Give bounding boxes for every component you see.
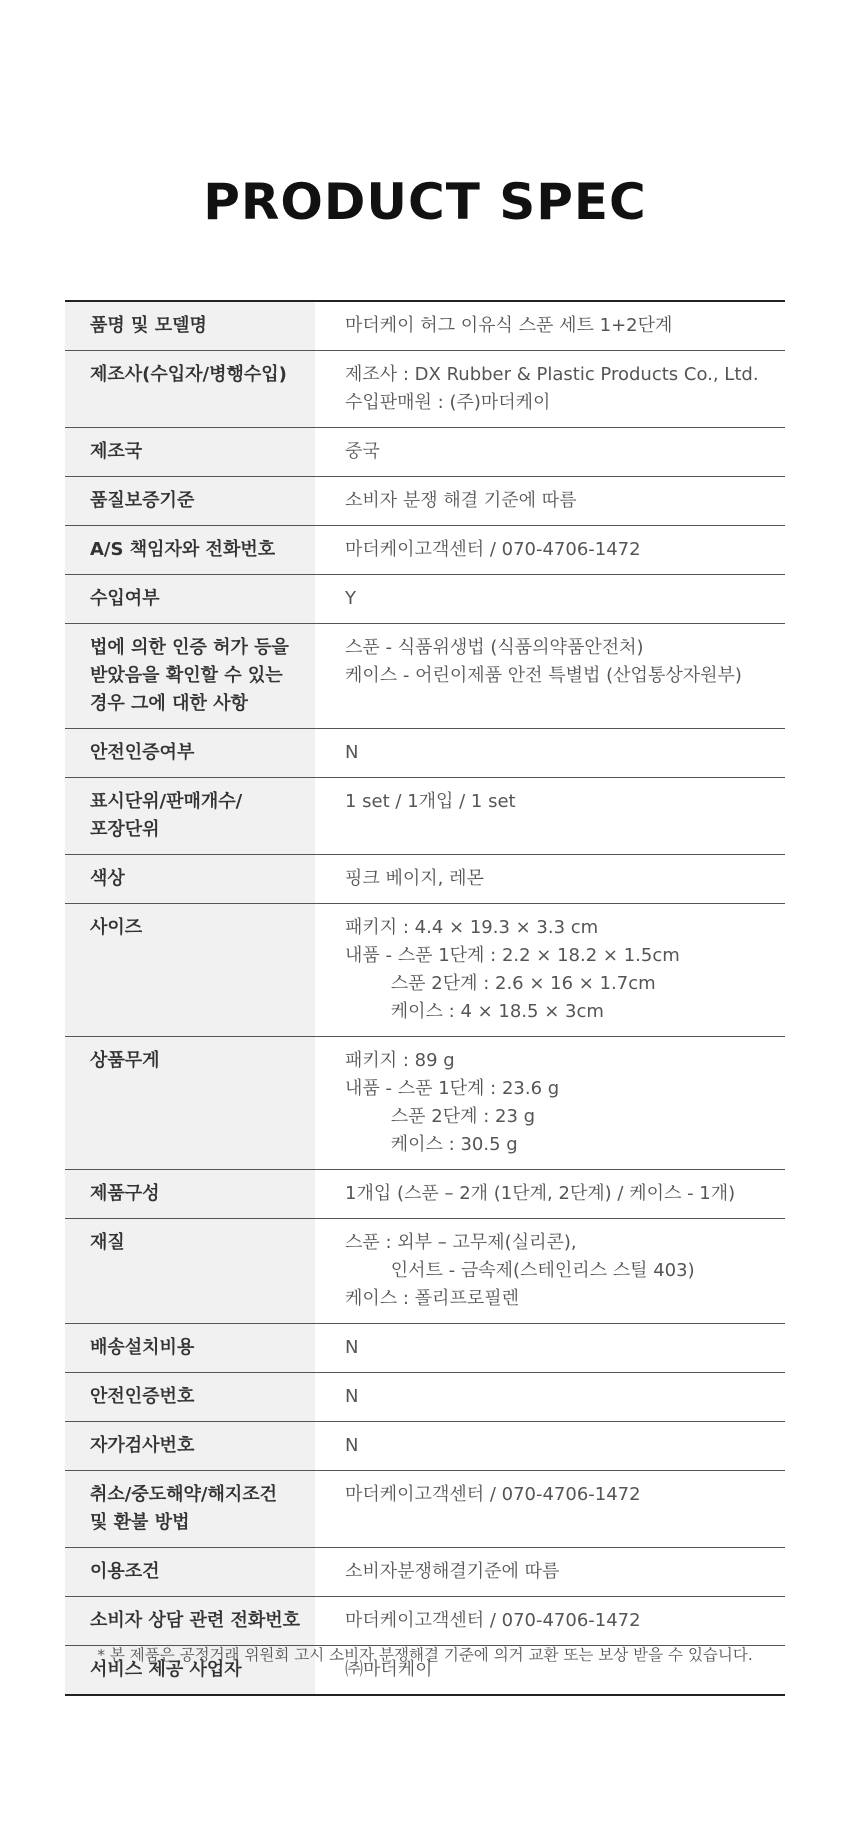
spec-value-line: 소비자분쟁해결기준에 따름 (345, 1561, 560, 1582)
spec-value-line: 인서트 - 금속제(스테인리스 스틸 403) (345, 1260, 695, 1281)
spec-value-line: 마더케이고객센터 / 070-4706-1472 (345, 1484, 641, 1505)
spec-value (315, 1597, 785, 1645)
spec-row (65, 729, 785, 778)
footnote: * 본 제품은 공정거래 위원회 고시 소비자 분쟁해결 기준에 의거 교환 또는 보상 받을 수 있습니다. (97, 1646, 753, 1664)
spec-row (65, 624, 785, 729)
spec-label: 사이즈 (65, 904, 315, 1036)
spec-row (65, 855, 785, 904)
spec-label: 배송설치비용 (65, 1324, 315, 1372)
spec-value-line: 내품 - 스푼 1단계 : 2.2 × 18.2 × 1.5cm (345, 945, 680, 966)
spec-value (315, 428, 785, 476)
spec-label: 품명 및 모델명 (65, 302, 315, 350)
spec-value (315, 778, 785, 854)
spec-value-line: 마더케이고객센터 / 070-4706-1472 (345, 1610, 641, 1631)
spec-label: 자가검사번호 (65, 1422, 315, 1470)
spec-value (315, 624, 785, 728)
spec-value-line: 핑크 베이지, 레몬 (345, 868, 484, 889)
spec-value-line: 마더케이고객센터 / 070-4706-1472 (345, 539, 641, 560)
spec-value (315, 1422, 785, 1470)
spec-value-line: 수입판매원 : (주)마더케이 (345, 392, 551, 413)
spec-value (315, 351, 785, 427)
spec-value (315, 1324, 785, 1372)
spec-value (315, 1219, 785, 1323)
spec-value (315, 575, 785, 623)
spec-row (65, 1373, 785, 1422)
spec-value-line: 1개입 (스푼 – 2개 (1단계, 2단계) / 케이스 - 1개) (345, 1183, 736, 1204)
spec-row (65, 778, 785, 855)
spec-label: 색상 (65, 855, 315, 903)
spec-value-line: 케이스 : 4 × 18.5 × 3cm (345, 1001, 604, 1022)
spec-row (65, 1471, 785, 1548)
spec-value-line: N (345, 742, 359, 763)
spec-row (65, 526, 785, 575)
page-title: PRODUCT SPEC (203, 173, 647, 231)
spec-label: 제품구성 (65, 1170, 315, 1218)
spec-value-line: 1 set / 1개입 / 1 set (345, 791, 516, 812)
spec-value-line: 소비자 분쟁 해결 기준에 따름 (345, 490, 577, 511)
spec-value (315, 729, 785, 777)
spec-label: 제조사(수입자/병행수입) (65, 351, 315, 427)
spec-value (315, 526, 785, 574)
spec-value-line: 제조사 : DX Rubber & Plastic Products Co., Ltd. (345, 364, 759, 385)
spec-row (65, 1170, 785, 1219)
spec-value (315, 477, 785, 525)
spec-label: 안전인증여부 (65, 729, 315, 777)
spec-row (65, 1597, 785, 1646)
spec-row (65, 428, 785, 477)
spec-value-line: 중국 (345, 441, 380, 462)
spec-value-line: N (345, 1435, 359, 1456)
spec-label: 재질 (65, 1219, 315, 1323)
spec-label: 이용조건 (65, 1548, 315, 1596)
spec-table (65, 300, 785, 1696)
spec-value-line: ㈜마더케이 (345, 1659, 433, 1680)
spec-label: 상품무게 (65, 1037, 315, 1169)
spec-value (315, 1170, 785, 1218)
spec-value-line: 케이스 : 30.5 g (345, 1134, 518, 1155)
spec-label: 안전인증번호 (65, 1373, 315, 1421)
spec-value (315, 904, 785, 1036)
spec-row (65, 1422, 785, 1471)
spec-value-line: 스푼 : 외부 – 고무제(실리콘), (345, 1232, 577, 1253)
spec-label: 제조국 (65, 428, 315, 476)
spec-value-line: 케이스 - 어린이제품 안전 특별법 (산업통상자원부) (345, 665, 742, 686)
spec-label: 품질보증기준 (65, 477, 315, 525)
spec-value (315, 1373, 785, 1421)
spec-label: 법에 의한 인증 허가 등을 받았음을 확인할 수 있는 경우 그에 대한 사항 (65, 624, 315, 728)
spec-value-line: N (345, 1386, 359, 1407)
spec-label: 수입여부 (65, 575, 315, 623)
spec-row (65, 302, 785, 351)
spec-value-line: 패키지 : 89 g (345, 1050, 455, 1071)
spec-label: 표시단위/판매개수/ 포장단위 (65, 778, 315, 854)
spec-value-line: 패키지 : 4.4 × 19.3 × 3.3 cm (345, 917, 599, 938)
spec-row (65, 575, 785, 624)
spec-value-line: Y (345, 588, 356, 609)
spec-value-line: 케이스 : 폴리프로필렌 (345, 1288, 519, 1309)
spec-value-line: 스푼 2단계 : 2.6 × 16 × 1.7cm (345, 973, 656, 994)
spec-value-line: 내품 - 스푼 1단계 : 23.6 g (345, 1078, 560, 1099)
spec-row (65, 351, 785, 428)
spec-row (65, 1219, 785, 1324)
spec-label: 서비스 제공 사업자 (65, 1646, 315, 1694)
spec-row (65, 1324, 785, 1373)
spec-value (315, 1037, 785, 1169)
spec-value-line: 스푼 2단계 : 23 g (345, 1106, 536, 1127)
spec-value (315, 302, 785, 350)
spec-row (65, 1548, 785, 1597)
spec-label: A/S 책임자와 전화번호 (65, 526, 315, 574)
spec-value (315, 1548, 785, 1596)
spec-value-line: 스푼 - 식품위생법 (식품의약품안전처) (345, 637, 644, 658)
spec-value (315, 855, 785, 903)
spec-label: 소비자 상담 관련 전화번호 (65, 1597, 315, 1645)
spec-row (65, 904, 785, 1037)
spec-value-line: N (345, 1337, 359, 1358)
spec-row (65, 1037, 785, 1170)
spec-row (65, 477, 785, 526)
spec-value (315, 1471, 785, 1547)
spec-label: 취소/중도해약/해지조건 및 환불 방법 (65, 1471, 315, 1547)
spec-value-line: 마더케이 허그 이유식 스푼 세트 1+2단계 (345, 315, 673, 336)
